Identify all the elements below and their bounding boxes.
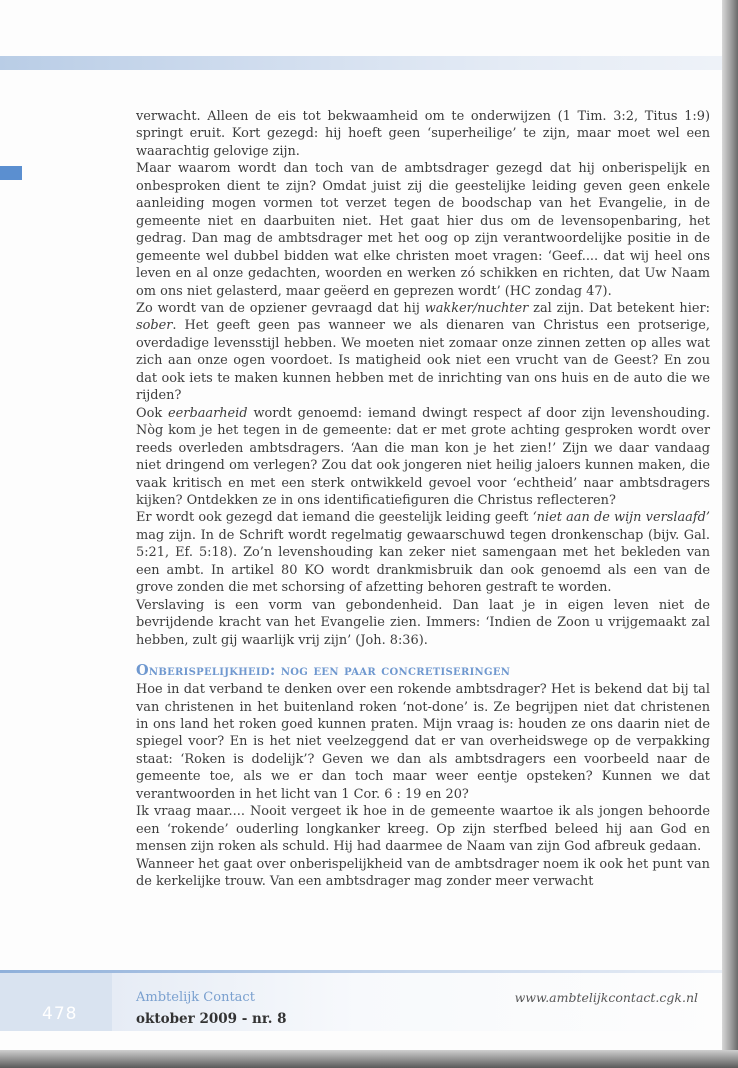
magazine-title: Ambtelijk Contact (136, 990, 255, 1005)
top-decorative-band (0, 56, 722, 70)
left-margin-tab (0, 166, 22, 180)
emphasis-eerbaarheid: eerbaarheid (168, 405, 248, 421)
paragraph-8: Ik vraag maar.... Nooit vergeet ik hoe in de gemeente waartoe ik als jongen behoorde een ‘rokende’ ouderling longkanker kreeg. Op zijn sterfbed beleed hij aan God en mensen zijn roken als schuld. Hij had daarmee de Naam van zijn God afbreuk gedaan. (136, 804, 710, 855)
emphasis-sober: sober (136, 318, 173, 334)
emphasis-wakker: wakker/nuchter (424, 300, 529, 316)
page-number: 478 (42, 1004, 78, 1024)
paragraph-6: Verslaving is een vorm van gebondenheid. Dan laat je in eigen leven niet de bevrijdende kracht van het Evangelie zien. Immers: ‘Indien de Zoon u vrijgemaakt zal hebben, zult gij waarlijk vrij zijn’ (Joh. 8:36). (136, 597, 710, 648)
page-edge-shadow (722, 0, 738, 1068)
paragraph-2: Maar waarom wordt dan toch van de ambtsdrager gezegd dat hij onberispelijk en onbesproken dient te zijn? Omdat juist zij die geestelijke leiding geven geen enkele aanleiding mogen vormen tot verzet tegen de boodschap van het Evangelie, in de gemeente niet en daarbuiten niet. Het gaat hier dus om de levensopenbaring, het gedrag. Dan mag de ambtsdrager met het oog op zijn verantwoordelijke positie in de gemeente wel dubbel bidden wat elke christen moet vragen: ‘Geef.... dat wij heel ons leven en al onze gedachten, woorden en werken zó schikken en richten, dat Uw Naam om ons niet gelasterd, maar geëerd en geprezen wordt’ (HC zondag 47). (136, 161, 710, 299)
page-bottom-edge (0, 1050, 738, 1068)
paragraph-1: verwacht. Alleen de eis tot bekwaamheid om te onderwijzen (1 Tim. 3:2, Titus 1:9) springt eruit. Kort gezegd: hij hoeft geen ‘superheilige’ te zijn, maar moet wel een waarachtig gelovige zijn. (136, 109, 710, 159)
paragraph-5: Er wordt ook gezegd dat iemand die geestelijk leiding geeft ‘niet aan de wijn verslaafd’ mag zijn. In de Schrift wordt regelmatig gewaarschuwd tegen dronkenschap (bijv. Gal. 5:21, Ef. 5:18). Zo’n levenshouding kan zeker niet samengaan met het bekleden van een ambt. In artikel 80 KO wordt drankmisbruik dan ook genoemd als een van de grove zonden die met schorsing of afzetting behoren gestraft te worden. (136, 510, 710, 596)
emphasis-wijn: ‘niet aan de wijn verslaafd’ (532, 510, 710, 526)
article-body (136, 108, 710, 890)
section-heading: Onberispelijkheid: nog een paar concretiseringen (136, 662, 511, 680)
paragraph-7: Hoe in dat verband te denken over een rokende ambtsdrager? Het is bekend dat bij tal van christenen in het buitenland roken ‘not-done’ is. Ze begrijpen niet dat christenen in ons land het roken goed kunnen praten. Mijn vraag is: houden ze ons daarin niet de spiegel voor? En is het niet veelzeggend dat er van overheidswege op de verpakking staat: ‘Roken is dodelijk’? Geven we dan als ambtsdragers een voorbeeld naar de gemeente toe, als we er dan toch maar weer eentje opsteken? Kunnen we dat verantwoorden in het licht van 1 Cor. 6 : 19 en 20? (136, 682, 710, 802)
paragraph-3: Zo wordt van de opziener gevraagd dat hij wakker/nuchter zal zijn. Dat betekent hier: sober. Het geeft geen pas wanneer we als dienaren van Christus een protserige, overdadige levensstijl hebben. We moeten niet zomaar onze zinnen zetten op alles wat zich aan onze ogen voordoet. Is matigheid ook niet een vrucht van de Geest? En zou dat ook iets te maken kunnen hebben met de inrichting van ons huis en de auto die we rijden? (136, 300, 710, 404)
website-url: www.ambtelijkcontact.cgk.nl (514, 990, 698, 1005)
paragraph-4: Ook eerbaarheid wordt genoemd: iemand dwingt respect af door zijn levenshouding. Nòg kom je het tegen in de gemeente: dat er met grote achting gesproken wordt over reeds overleden ambtsdragers. ‘Aan die man kon je het zien!’ Zijn we daar vandaag niet dringend om verlegen? Zou dat ook jongeren niet heilig jaloers kunnen maken, die vaak kritisch en met een sterk ontwikkeld gevoel voor ‘echtheid’ naar ambtsdragers kijken? Ontdekken ze in ons identificatiefiguren die Christus reflecteren? (136, 405, 710, 508)
issue-label: oktober 2009 - nr. 8 (136, 1011, 287, 1027)
paragraph-9: Wanneer het gaat over onberispelijkheid van de ambtsdrager noem ik ook het punt van de kerkelijke trouw. Van een ambtsdrager mag zonder meer verwacht (136, 856, 710, 890)
